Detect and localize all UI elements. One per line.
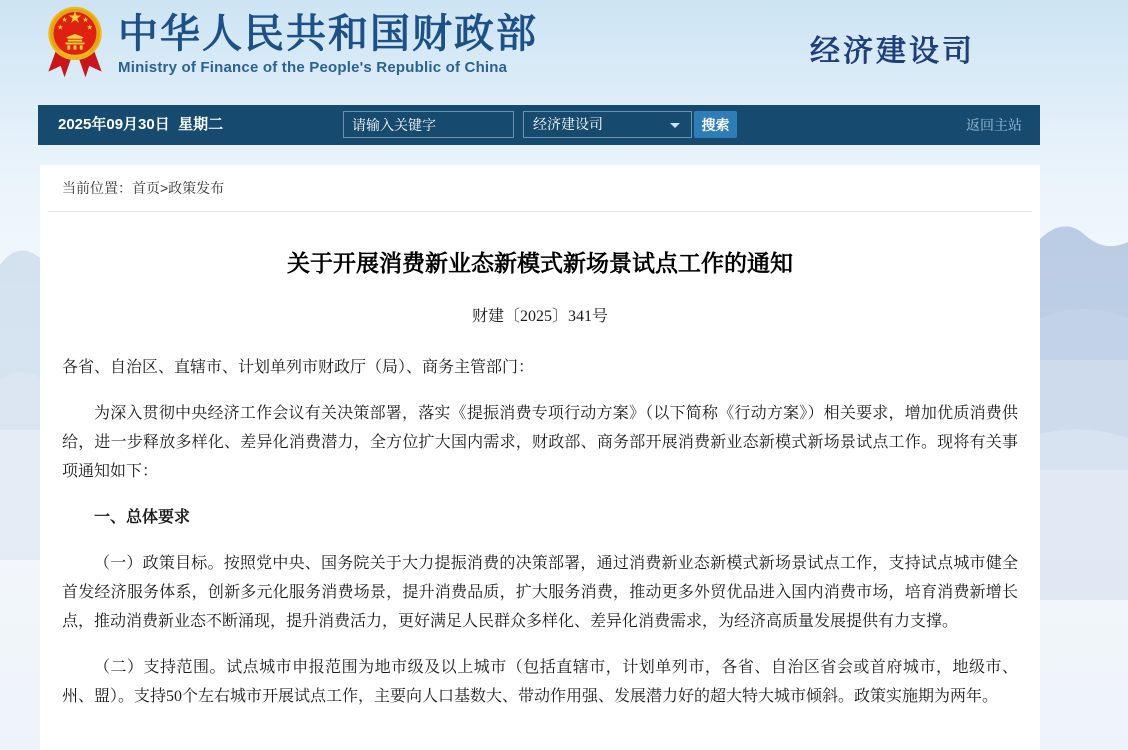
chevron-down-icon [670,123,680,128]
policy-goal-paragraph: （一）政策目标。按照党中央、国务院关于大力提振消费的决策部署，通过消费新业态新模式新场景试点工作，支持试点城市健全首发经济服务体系，创新多元化服务消费场景，提升消费品质，扩大服务消费，推动更多外贸优品进入国内消费市场，培育消费新增长点，推动消费新业态不断涌现，提升消费活力，更好满足人民群众多样化、差异化消费需求，为经济高质量发展提供有力支撑。 [62,555,1018,630]
content-panel [40,165,1040,750]
site-title-english: Ministry of Finance of the People's Republic of China [118,59,508,76]
search-scope-value: 经济建设司 [533,116,603,132]
breadcrumb-label: 当前位置： [62,180,132,196]
current-date: 2025年09月30日 星期二 [58,116,224,133]
search-input[interactable] [343,111,514,138]
breadcrumb [48,165,1032,212]
document-number: 财建〔2025〕341号 [471,308,608,325]
national-emblem-icon [46,3,104,83]
breadcrumb-path[interactable]: 首页>政策发布 [132,180,225,196]
document-body [62,353,1018,711]
document-title: 关于开展消费新业态新模式新场景试点工作的通知 [287,251,793,276]
document [48,249,1032,711]
intro-paragraph: 为深入贯彻中央经济工作会议有关决策部署，落实《提振消费专项行动方案》（以下简称《行动方案》）相关要求，增加优质消费供给，进一步释放多样化、差异化消费潜力，全方位扩大国内需求，财政部、商务部开展消费新业态新模式新场景试点工作。现将有关事项通知如下： [62,405,1018,480]
salutation-paragraph: 各省、自治区、直辖市、计划单列市财政厅（局）、商务主管部门： [62,359,535,376]
site-title: 中华人民共和国财政部 [118,11,538,56]
return-home-link[interactable]: 返回主站 [966,117,1022,133]
search-scope-select[interactable] [523,111,692,138]
site-header [0,0,1128,104]
search-button[interactable]: 搜索 [694,111,737,138]
department-title: 经济建设司 [810,35,975,68]
top-navbar [38,105,1040,145]
support-scope-paragraph: （二）支持范围。试点城市申报范围为地市级及以上城市（包括直辖市，计划单列市，各省、自治区省会或首府城市，地级市、州、盟）。支持50个左右城市开展试点工作，主要向人口基数大、带动作用强、发展潜力好的超大特大城市倾斜。政策实施期为两年。 [62,659,1018,705]
section1-heading: 一、总体要求 [94,509,191,526]
